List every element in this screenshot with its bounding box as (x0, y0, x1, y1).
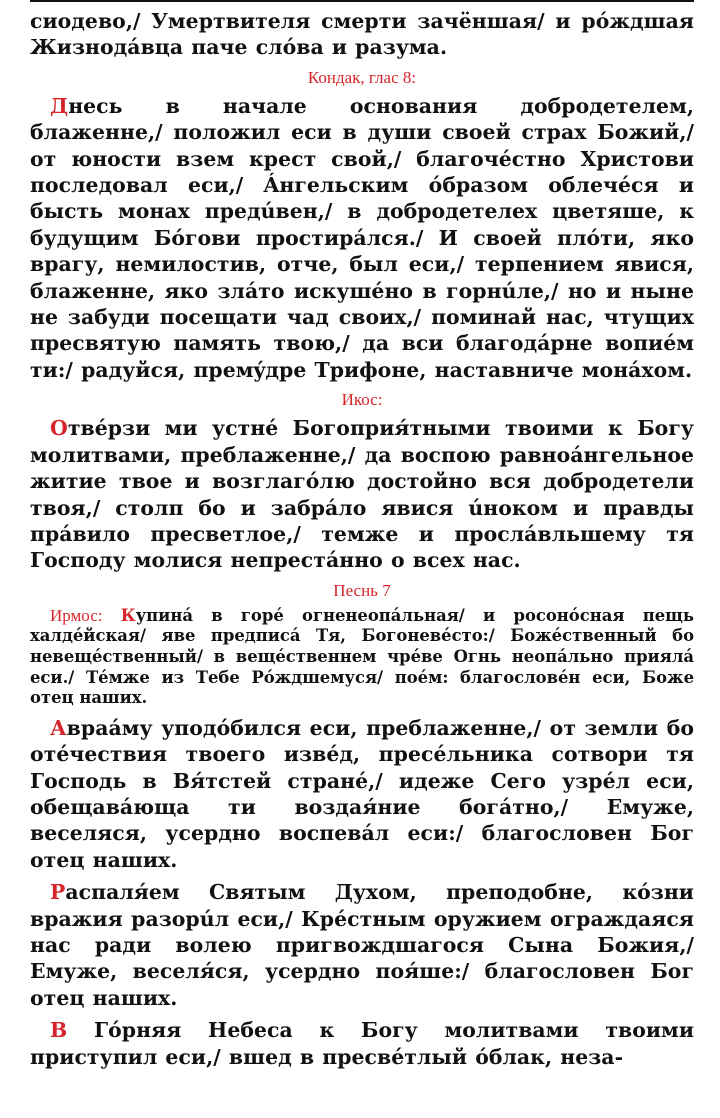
kondak-paragraph (30, 93, 694, 383)
irmos-paragraph (30, 606, 694, 709)
ikos-text: твéрзи ми устнé Богоприя́тными твоими к Богу молитвами, преблаженне,/ да воспою равноáнгельное житие твое и возглагóлю достойно вся добродетели твоя,/ столп бо и забрáло явися úноком и правды прáвило пресветлое,/ темже и прослáвльшему тя Господу молися непрестáнно о всех нас. (30, 416, 694, 573)
troparion-text: враáму уподóбился еси, преблаженне,/ от земли бо отéчествия твоего извéд, пресéльника сотвори тя Господь в Вя́тстей странé,/ идеже Сего узрéл еси, обещавáюща ти воздая́ние богáтно,/ Емуже, веселяся, усердно воспевáл еси:/ благословен Бог отец наших. (30, 715, 694, 872)
ikos-heading: Икос: (341, 390, 383, 410)
drop-letter: А (50, 715, 67, 740)
drop-letter: Д (50, 93, 69, 118)
top-rule (30, 0, 694, 2)
drop-letter: В (50, 1018, 68, 1043)
drop-letter: Р (50, 880, 66, 905)
kondak-heading: Кондак, глас 8: (307, 67, 417, 87)
song7-heading: Песнь 7 (333, 580, 391, 600)
troparion-text: Гóрняя Небеса к Богу молитвами твоими приступил еси,/ вшед в пресвéтлый óблак, неза- (30, 1018, 694, 1069)
irmos-text: упинá в горé огненеопáльная/ и росонóсная пещь халдéйская/ яве предписá Тя, Богоневéсто:/ Божéственный бо невещéственный/ в вещéственнем чрéве Огнь неопáльно приялá еси./ Тéмже из Тебе Рóждшемуся/ поéм: благословéн еси, Боже отец наших. (30, 605, 694, 708)
drop-letter: К (120, 605, 136, 625)
top-text: сиодево,/ Умертвителя смерти зачёншая/ и рóждшая Жизнодáвца паче слóва и разума. (30, 9, 694, 60)
troparion-1 (30, 715, 694, 873)
kondak-text: несь в начале основания добродетелем, блаженне,/ положил еси в души своей страх Божий,/ от юности взем крест свой,/ благочéстно Христови последовал еси,/ Áнгельским óбразом облечéся и бысть монах предúвен,/ в добродетелех цветяше, к будущим Бóгови простирáлся./ И своей плóти, яко врагу, немилостив, отче, был еси,/ терпением явися, блаженне, яко злáто искушéно в горнúле,/ но и ныне не забуди посещати чад своих,/ поминай нас, чтущих пресвятую память твою,/ да вси благодáрне вопиéм ти:/ радуйся, премýдре Трифоне, наставниче монáхом. (30, 93, 694, 382)
ikos-paragraph (30, 415, 694, 573)
irmos-label: Ирмос: (50, 605, 103, 625)
troparion-text: аспаля́ем Святым Духом, преподобне, кóзни вражия разорúл еси,/ Крéстным оружием ограждаяся нас ради волею пригвождшагося Сына Божия,/ Емуже, веселя́ся, усердно поя́ше:/ благословен Бог отец наших. (30, 880, 694, 1010)
troparion-3 (30, 1017, 694, 1070)
troparion-2 (30, 879, 694, 1011)
drop-letter: О (50, 416, 68, 441)
